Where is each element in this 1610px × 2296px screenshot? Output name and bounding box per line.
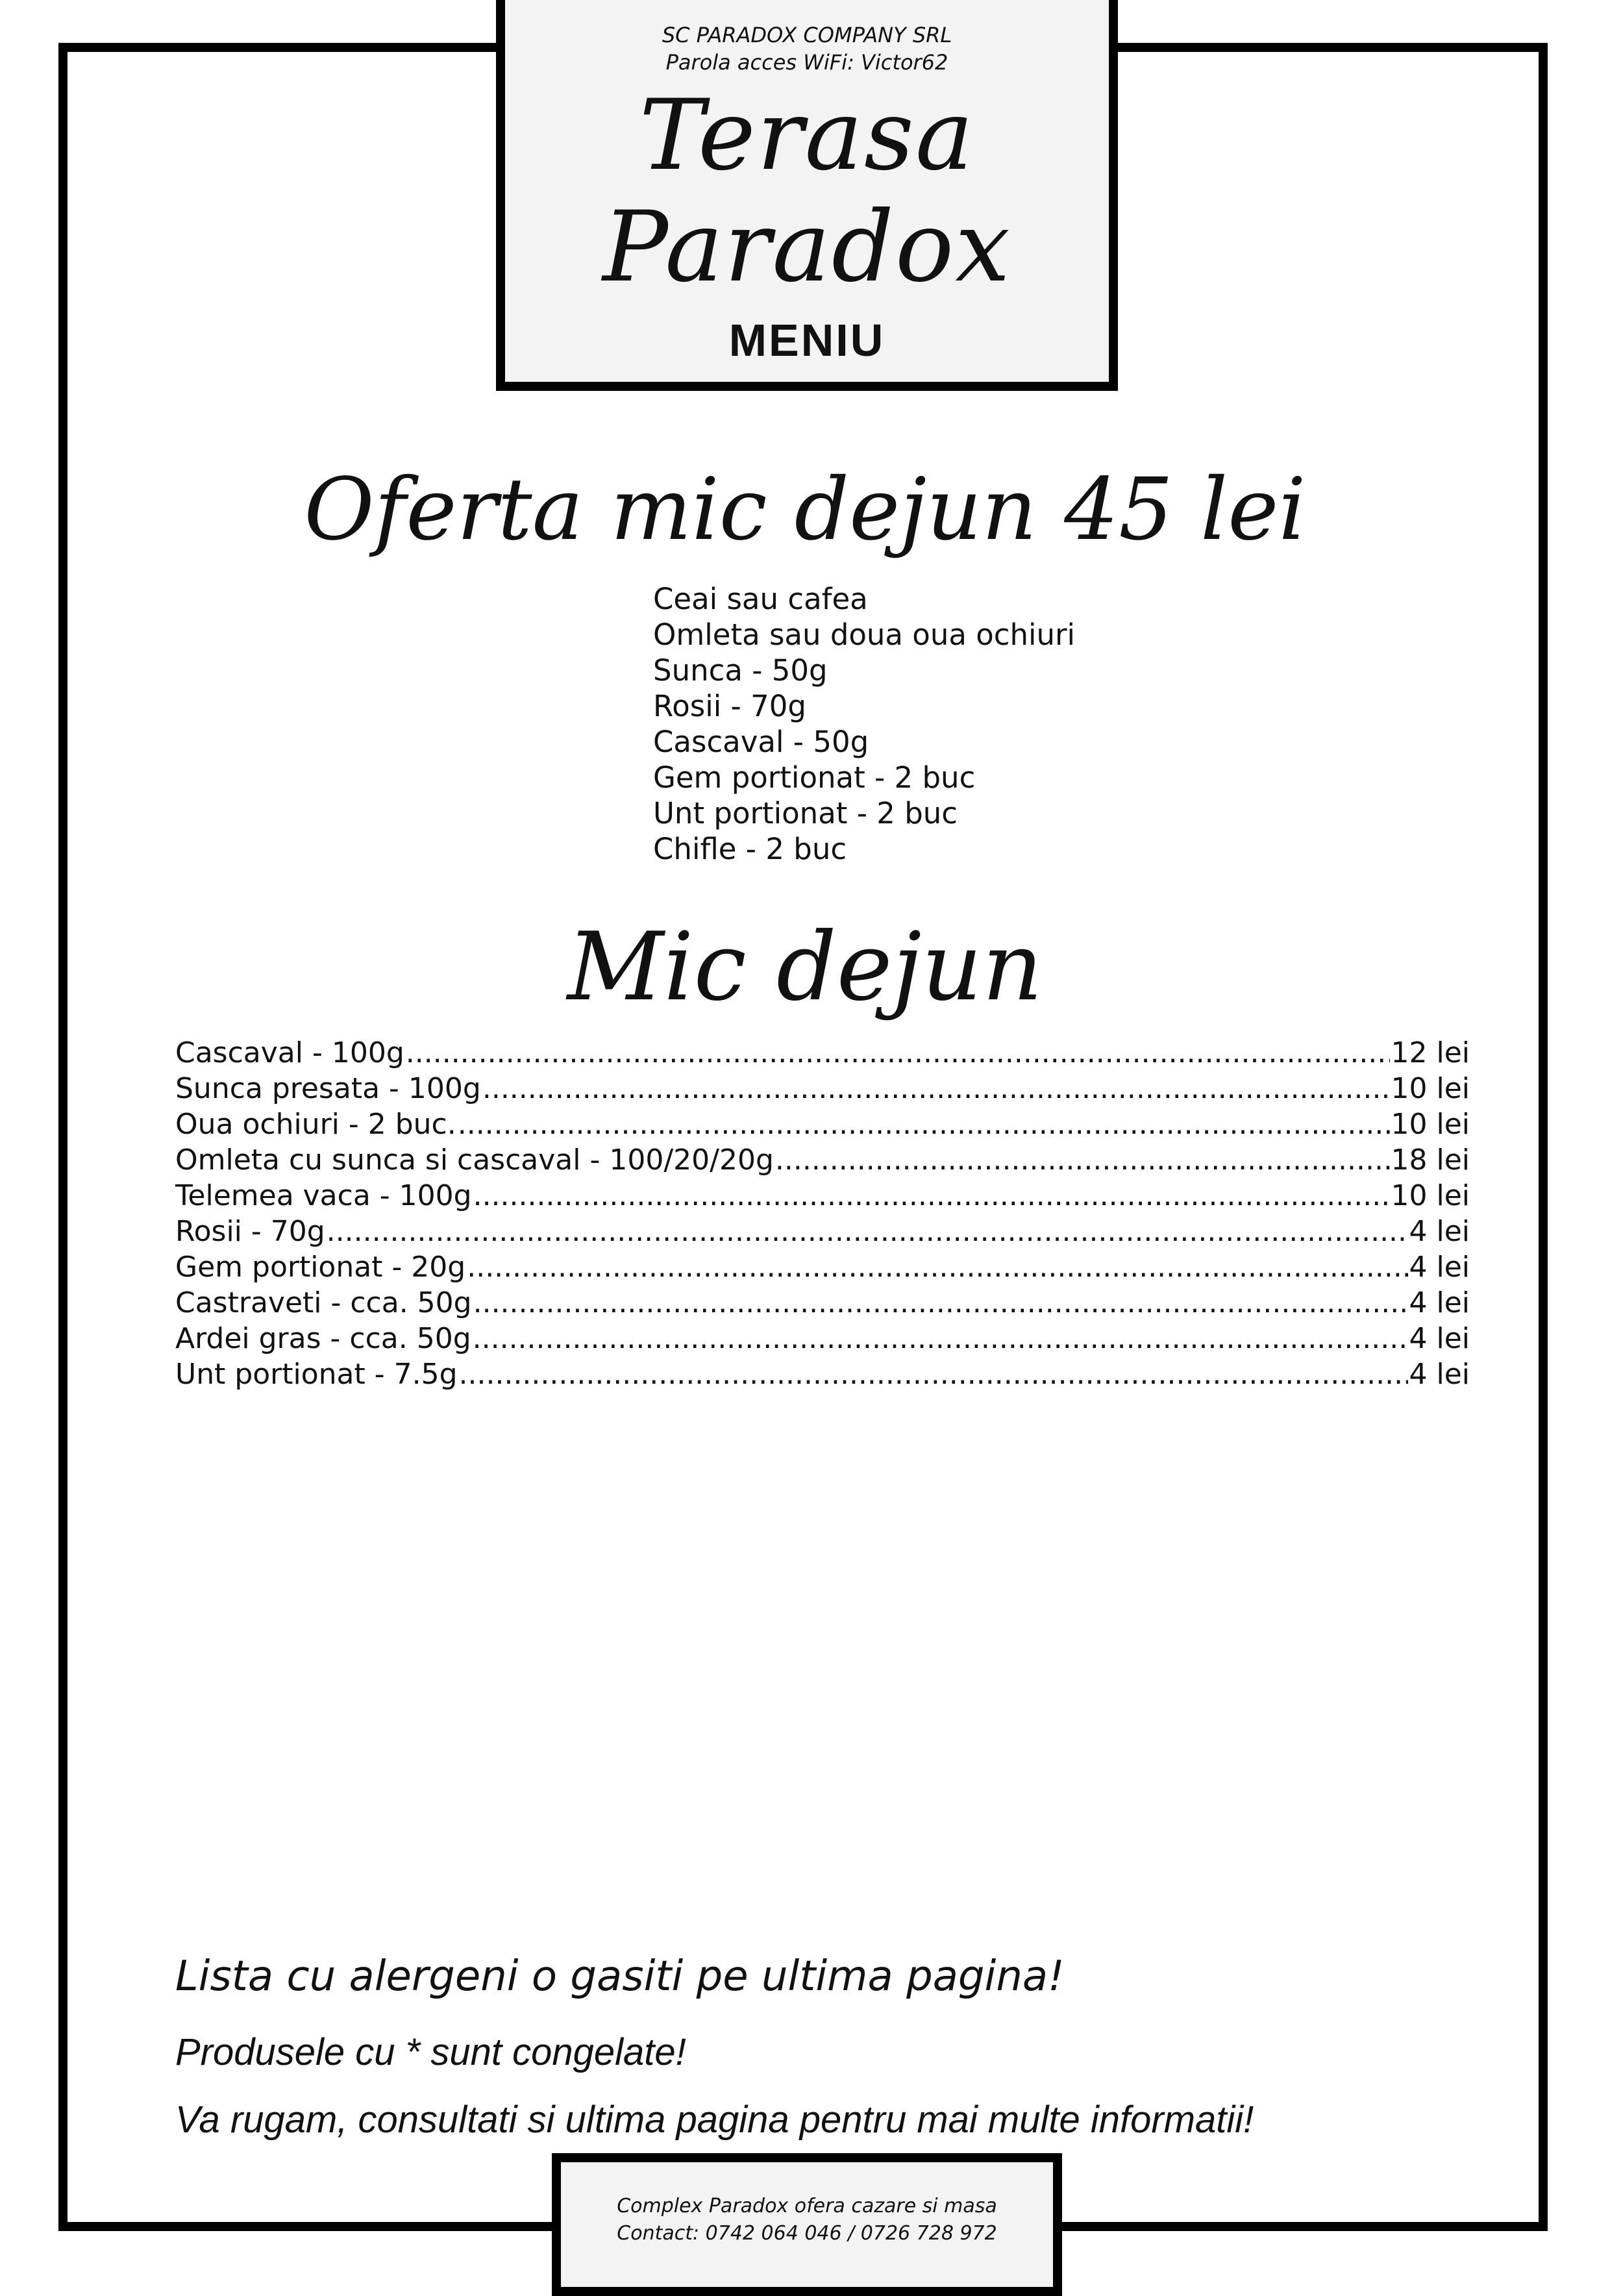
menu-item-price: 12 lei xyxy=(1391,1036,1470,1069)
menu-item-name: Omleta cu sunca si cascaval - 100/20/20g xyxy=(175,1143,774,1177)
offer-item: Ceai sau cafea xyxy=(653,582,868,616)
menu-item xyxy=(175,1106,1470,1142)
menu-item-name: Telemea vaca - 100g xyxy=(175,1179,472,1212)
menu-item xyxy=(175,1142,1470,1178)
menu-item-name: Cascaval - 100g xyxy=(175,1036,404,1069)
menu-item-name: Oua ochiuri - 2 buc. xyxy=(175,1108,456,1141)
menu-item-name: Unt portionat - 7.5g xyxy=(175,1358,458,1391)
offer-item: Cascaval - 50g xyxy=(653,725,869,759)
menu-item-name: Gem portionat - 20g xyxy=(175,1251,466,1284)
menu-subtitle: MENIU xyxy=(728,315,886,366)
breakfast-menu xyxy=(175,1035,1470,1392)
menu-item xyxy=(175,1321,1470,1356)
offer-items xyxy=(653,581,1075,867)
menu-item-name: Castraveti - cca. 50g xyxy=(175,1286,472,1319)
menu-item xyxy=(175,1356,1470,1392)
dot-leader xyxy=(327,1214,1408,1249)
menu-item xyxy=(175,1214,1470,1249)
menu-item xyxy=(175,1178,1470,1214)
menu-item-price: 4 lei xyxy=(1409,1322,1470,1355)
offer-item: Chifle - 2 buc xyxy=(653,832,847,866)
offer-item: Gem portionat - 2 buc xyxy=(653,760,976,795)
menu-item-name: Sunca presata - 100g xyxy=(175,1072,481,1105)
venue-title-line2: Paradox xyxy=(602,191,1011,304)
allergens-note: Lista cu alergeni o gasiti pe ultima pagina! xyxy=(175,1953,1065,2001)
dot-leader xyxy=(459,1356,1408,1392)
menu-item-price: 10 lei xyxy=(1391,1179,1470,1212)
header-box xyxy=(496,0,1118,391)
wifi-password: Parola acces WiFi: Victor62 xyxy=(665,50,948,75)
footer-box xyxy=(552,2153,1062,2296)
dot-leader xyxy=(473,1321,1408,1356)
footer-contact: Contact: 0742 064 046 / 0726 728 972 xyxy=(617,2222,997,2245)
info-note: Va rugam, consultati si ultima pagina pentru mai multe informatii! xyxy=(175,2099,1254,2141)
offer-item: Sunca - 50g xyxy=(653,653,828,688)
dot-leader xyxy=(458,1106,1390,1142)
menu-item xyxy=(175,1071,1470,1106)
dot-leader xyxy=(406,1035,1390,1071)
dot-leader xyxy=(473,1178,1390,1214)
dot-leader xyxy=(467,1249,1407,1285)
offer-item: Rosii - 70g xyxy=(653,689,806,723)
menu-item-name: Ardei gras - cca. 50g xyxy=(175,1322,471,1355)
menu-item-name: Rosii - 70g xyxy=(175,1215,325,1248)
menu-item xyxy=(175,1285,1470,1321)
offer-item: Omleta sau doua oua ochiuri xyxy=(653,618,1076,652)
menu-item-price: 4 lei xyxy=(1409,1286,1470,1319)
menu-item-price: 10 lei xyxy=(1391,1072,1470,1105)
menu-item-price: 4 lei xyxy=(1409,1358,1470,1391)
menu-item xyxy=(175,1249,1470,1285)
menu-item xyxy=(175,1035,1470,1071)
menu-item-price: 10 lei xyxy=(1391,1108,1470,1141)
offer-item: Unt portionat - 2 buc xyxy=(653,796,958,830)
company-name: SC PARADOX COMPANY SRL xyxy=(662,23,952,47)
offer-title: Oferta mic dejun 45 lei xyxy=(304,460,1306,560)
menu-item-price: 4 lei xyxy=(1409,1215,1470,1248)
dot-leader xyxy=(482,1071,1390,1106)
footer-tagline: Complex Paradox ofera cazare si masa xyxy=(617,2195,997,2217)
venue-title-line1: Terasa xyxy=(639,79,975,192)
menu-item-price: 18 lei xyxy=(1391,1143,1470,1177)
frozen-note: Produsele cu * sunt congelate! xyxy=(175,2031,686,2073)
breakfast-title: Mic dejun xyxy=(567,912,1043,1022)
dot-leader xyxy=(775,1142,1390,1178)
dot-leader xyxy=(473,1285,1408,1321)
menu-item-price: 4 lei xyxy=(1409,1251,1470,1284)
